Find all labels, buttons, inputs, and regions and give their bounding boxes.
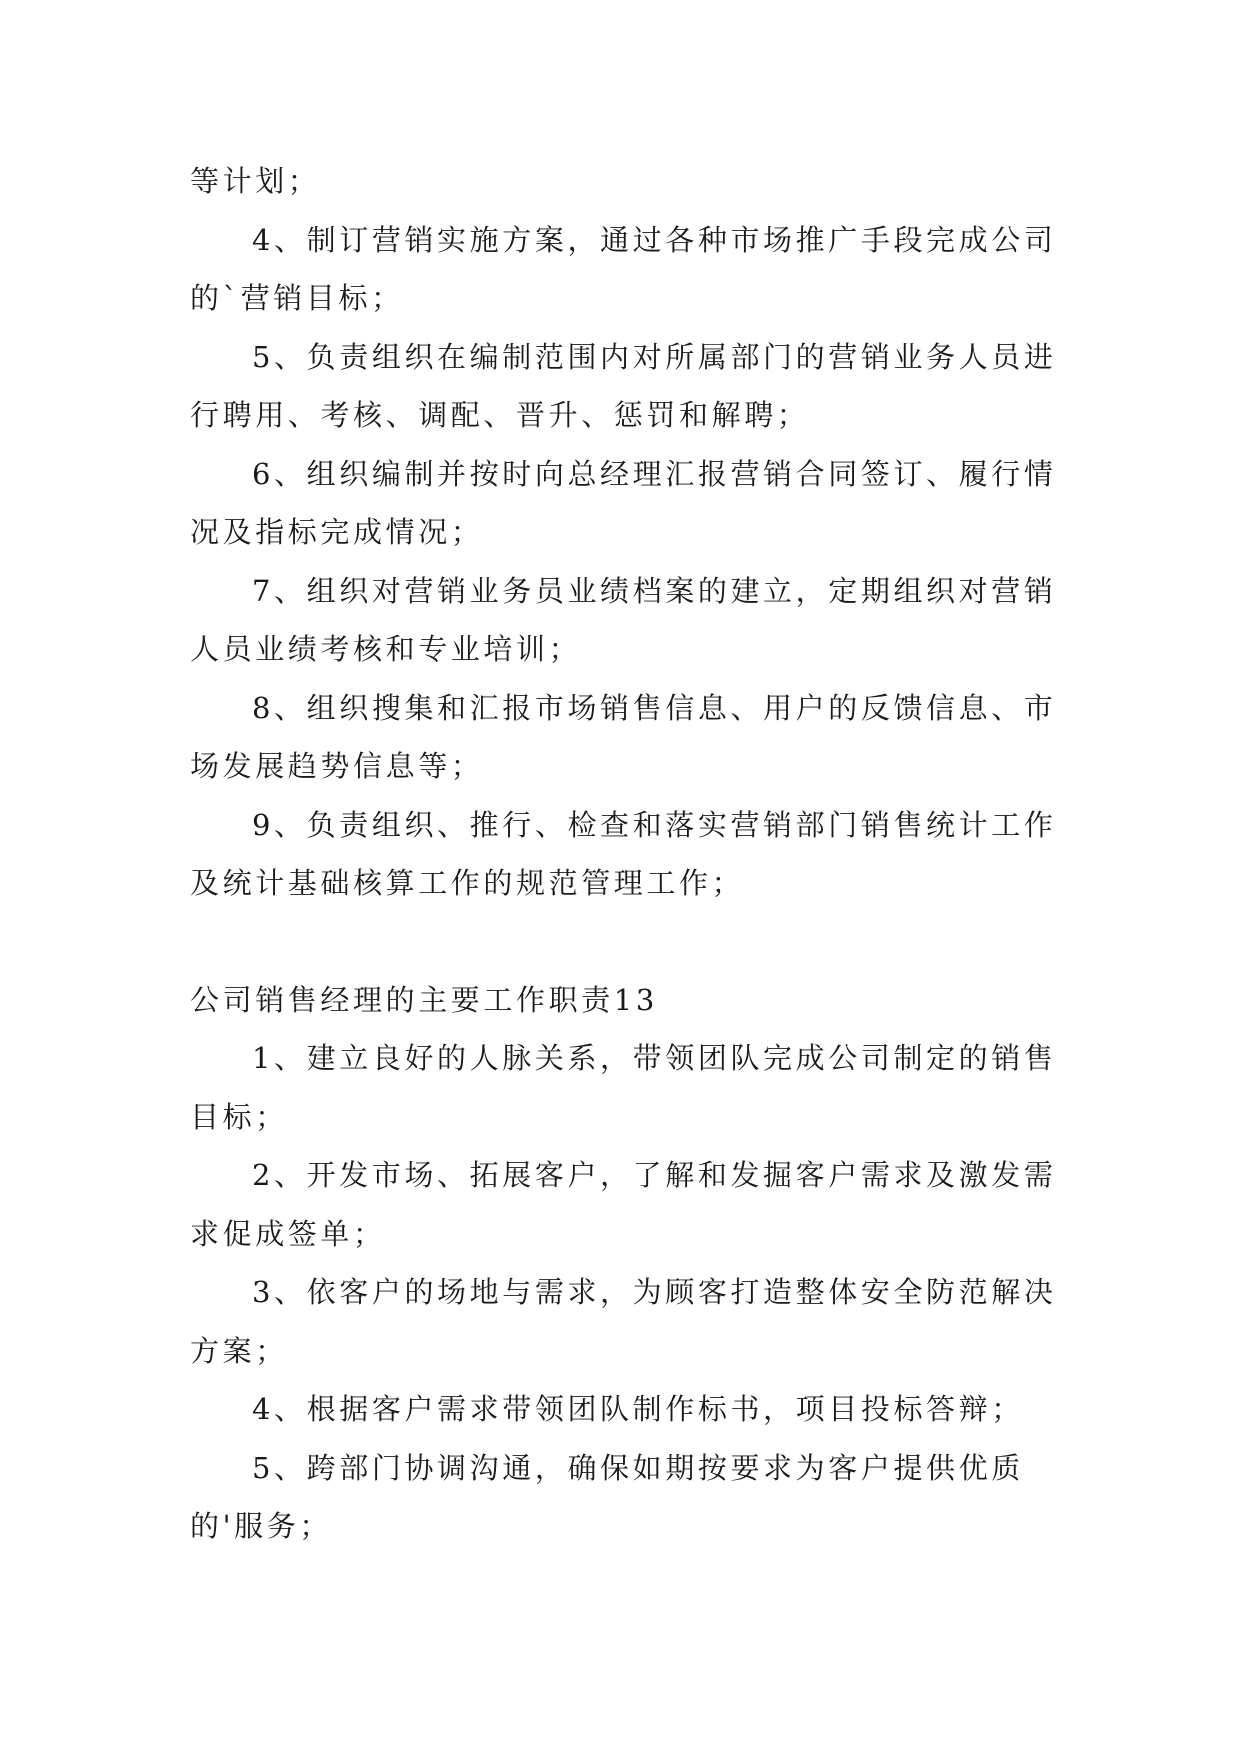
duty-item-8: 8、组织搜集和汇报市场销售信息、用户的反馈信息、市场发展趋势信息等； xyxy=(190,690,1057,783)
section-heading: 公司销售经理的主要工作职责13 xyxy=(190,982,658,1017)
responsibility-item-3: 3、依客户的场地与需求，为顾客打造整体安全防范解决方案； xyxy=(190,1275,1057,1368)
responsibility-item-5: 5、跨部门协调沟通，确保如期按要求为客户提供优质的'服务； xyxy=(190,1450,1024,1543)
responsibility-item-2: 2、开发市场、拓展客户，了解和发掘客户需求及激发需求促成签单； xyxy=(190,1158,1057,1251)
responsibility-item-1: 1、建立良好的人脉关系，带领团队完成公司制定的销售目标； xyxy=(190,1041,1057,1134)
continuation-line: 等计划； xyxy=(190,164,321,198)
duty-item-6: 6、组织编制并按时向总经理汇报营销合同签订、履行情况及指标完成情况； xyxy=(190,456,1057,549)
duty-item-4: 4、制订营销实施方案，通过各种市场推广手段完成公司的`营销目标； xyxy=(190,222,1057,315)
duty-item-5: 5、负责组织在编制范围内对所属部门的营销业务人员进行聘用、考核、调配、晋升、惩罚和解聘； xyxy=(190,339,1057,432)
duty-item-7: 7、组织对营销业务员业绩档案的建立，定期组织对营销人员业绩考核和专业培训； xyxy=(190,573,1057,666)
responsibility-item-4: 4、根据客户需求带领团队制作标书，项目投标答辩； xyxy=(252,1392,1024,1426)
duty-item-9: 9、负责组织、推行、检查和落实营销部门销售统计工作及统计基础核算工作的规范管理工作； xyxy=(190,807,1057,900)
section-gap xyxy=(190,913,1060,971)
document-body xyxy=(190,152,1060,1556)
